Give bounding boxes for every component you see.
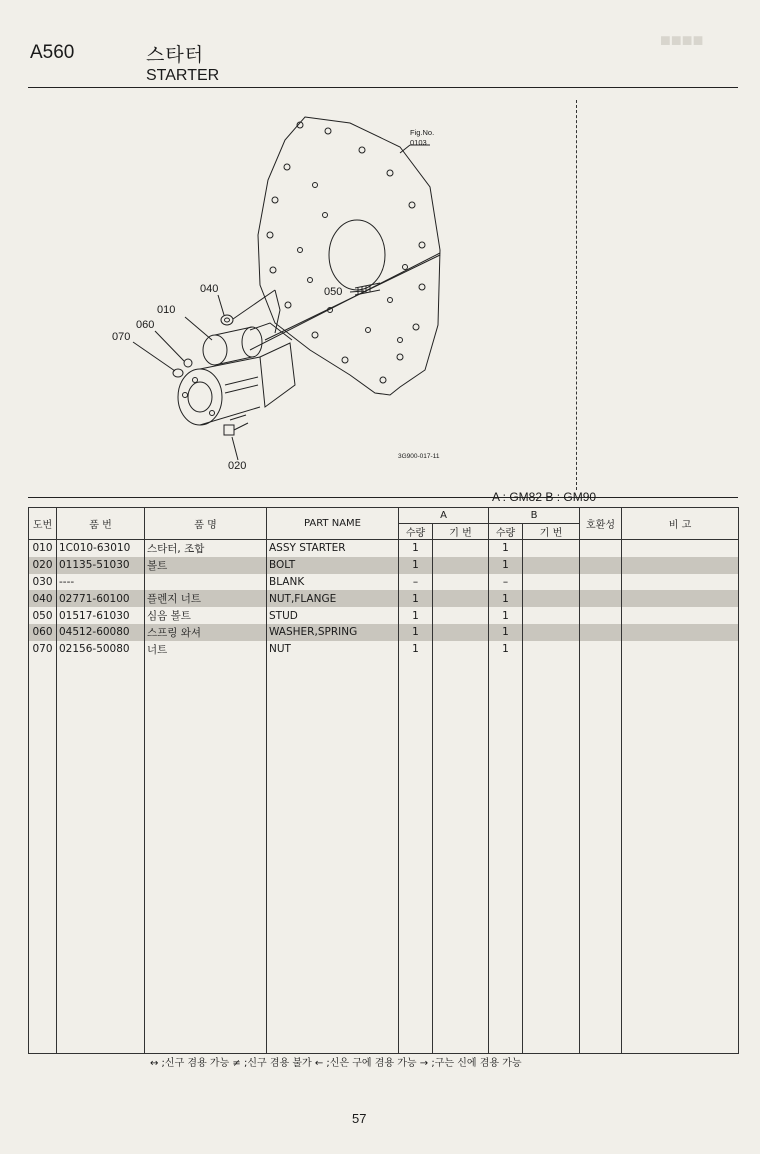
row-name-ko: 볼트	[145, 557, 267, 574]
row-part-name: ASSY STARTER	[267, 540, 399, 557]
table-header-row-1	[29, 508, 739, 524]
row-base-a	[433, 574, 489, 591]
row-compat	[580, 574, 622, 591]
empty-cell	[580, 658, 622, 1054]
row-qty-a: 1	[399, 607, 433, 624]
col-compat: 호환성	[580, 508, 622, 540]
table-row	[29, 574, 739, 591]
row-remarks	[622, 574, 739, 591]
callout-040: 040	[200, 283, 219, 295]
table-row	[29, 624, 739, 641]
callout-070: 070	[112, 331, 131, 343]
washer-060	[184, 359, 192, 367]
row-part-name: WASHER,SPRING	[267, 624, 399, 641]
housing-center-hole	[329, 220, 385, 290]
row-ref: 060	[29, 624, 57, 641]
empty-cell	[399, 658, 433, 1054]
row-compat	[580, 557, 622, 574]
row-base-a	[433, 624, 489, 641]
bolt-020	[224, 415, 248, 435]
row-base-a	[433, 641, 489, 658]
page-title-english: STARTER	[146, 67, 220, 84]
page-id: A560	[30, 42, 75, 63]
starter-solenoid	[203, 327, 262, 365]
callout-060: 060	[136, 319, 155, 331]
table-row	[29, 590, 739, 607]
bleed-through-title: ■■■■	[660, 30, 704, 50]
row-base-b	[523, 607, 580, 624]
empty-cell	[29, 658, 57, 1054]
row-part-name: BLANK	[267, 574, 399, 591]
row-ref: 070	[29, 641, 57, 658]
row-part-no: 04512-60080	[57, 624, 145, 641]
empty-cell	[267, 658, 399, 1054]
row-ref: 020	[29, 557, 57, 574]
row-qty-b: 1	[489, 557, 523, 574]
parts-table-body	[29, 540, 739, 1054]
table-row	[29, 641, 739, 658]
row-part-name: STUD	[267, 607, 399, 624]
row-name-ko: 심음 볼트	[145, 607, 267, 624]
row-name-ko: 스타터, 조합	[145, 540, 267, 557]
row-name-ko: 너트	[145, 641, 267, 658]
col-group-b: B	[489, 508, 580, 524]
row-remarks	[622, 557, 739, 574]
table-empty-space	[29, 658, 739, 1054]
col-name-ko: 품 명	[145, 508, 267, 540]
row-base-b	[523, 641, 580, 658]
row-qty-a: 1	[399, 641, 433, 658]
compatibility-legend: ↔ ;신구 겸용 가능 ≠ ;신구 겸용 불가 ← ;신은 구에 겸용 가능 → ;구는 신에 겸용 가능	[150, 1058, 522, 1069]
col-part-name: PART NAME	[267, 508, 399, 540]
fig-no-value: 0103	[410, 138, 427, 147]
row-qty-b: 1	[489, 590, 523, 607]
housing-plate	[258, 117, 440, 395]
row-base-b	[523, 574, 580, 591]
table-row	[29, 540, 739, 557]
row-qty-a: 1	[399, 557, 433, 574]
row-qty-b: –	[489, 574, 523, 591]
row-base-a	[433, 540, 489, 557]
row-part-no: 01135-51030	[57, 557, 145, 574]
row-qty-a: 1	[399, 624, 433, 641]
row-qty-b: 1	[489, 607, 523, 624]
row-compat	[580, 540, 622, 557]
row-base-b	[523, 540, 580, 557]
row-compat	[580, 590, 622, 607]
row-part-no: 02156-50080	[57, 641, 145, 658]
nut-040	[221, 290, 275, 325]
col-base-b: 기 번	[523, 524, 580, 540]
empty-cell	[523, 658, 580, 1054]
row-qty-a: 1	[399, 540, 433, 557]
row-base-a	[433, 607, 489, 624]
col-group-a: A	[399, 508, 489, 524]
row-ref: 010	[29, 540, 57, 557]
callout-050: 050	[324, 286, 343, 298]
row-remarks	[622, 641, 739, 658]
row-name-ko: 플렌지 너트	[145, 590, 267, 607]
row-ref: 050	[29, 607, 57, 624]
page-number: 57	[352, 1111, 367, 1126]
col-part-no: 품 번	[57, 508, 145, 540]
row-qty-b: 1	[489, 624, 523, 641]
diagram-divider	[576, 100, 577, 490]
plate-bolt-holes	[267, 122, 425, 383]
parts-table	[28, 507, 739, 1054]
row-part-no: 01517-61030	[57, 607, 145, 624]
row-qty-b: 1	[489, 641, 523, 658]
row-ref: 030	[29, 574, 57, 591]
row-base-a	[433, 557, 489, 574]
empty-cell	[145, 658, 267, 1054]
row-base-b	[523, 590, 580, 607]
page-title-korean: 스타터	[146, 44, 205, 66]
model-legend: A : GM82 B : GM90	[492, 490, 597, 504]
row-compat	[580, 624, 622, 641]
row-qty-b: 1	[489, 540, 523, 557]
row-remarks	[622, 607, 739, 624]
row-qty-a: –	[399, 574, 433, 591]
row-qty-a: 1	[399, 590, 433, 607]
row-compat	[580, 641, 622, 658]
col-ref-no: 도번	[29, 508, 57, 540]
empty-cell	[622, 658, 739, 1054]
col-qty-b: 수량	[489, 524, 523, 540]
table-row	[29, 557, 739, 574]
exploded-parts-diagram	[100, 95, 580, 480]
empty-cell	[57, 658, 145, 1054]
row-part-no: 1C010-63010	[57, 540, 145, 557]
row-base-b	[523, 557, 580, 574]
row-base-b	[523, 624, 580, 641]
starter-motor-body	[178, 323, 295, 425]
row-part-no: 02771-60100	[57, 590, 145, 607]
col-base-a: 기 번	[433, 524, 489, 540]
row-part-name: NUT,FLANGE	[267, 590, 399, 607]
row-base-a	[433, 590, 489, 607]
row-name-ko: 스프링 와셔	[145, 624, 267, 641]
table-row	[29, 607, 739, 624]
row-remarks	[622, 624, 739, 641]
row-remarks	[622, 590, 739, 607]
empty-cell	[433, 658, 489, 1054]
col-qty-a: 수량	[399, 524, 433, 540]
row-part-name: NUT	[267, 641, 399, 658]
col-remarks: 비 고	[622, 508, 739, 540]
empty-cell	[489, 658, 523, 1054]
row-part-no: ----	[57, 574, 145, 591]
table-top-rule	[28, 497, 738, 498]
fig-no-label: Fig.No.	[410, 128, 435, 137]
row-part-name: BOLT	[267, 557, 399, 574]
header-rule	[28, 87, 738, 88]
callout-020: 020	[228, 460, 247, 472]
callout-010: 010	[157, 304, 176, 316]
row-compat	[580, 607, 622, 624]
row-ref: 040	[29, 590, 57, 607]
row-remarks	[622, 540, 739, 557]
drawing-number: 3G900-017-11	[398, 453, 440, 460]
stud-050	[355, 283, 380, 295]
row-name-ko	[145, 574, 267, 591]
